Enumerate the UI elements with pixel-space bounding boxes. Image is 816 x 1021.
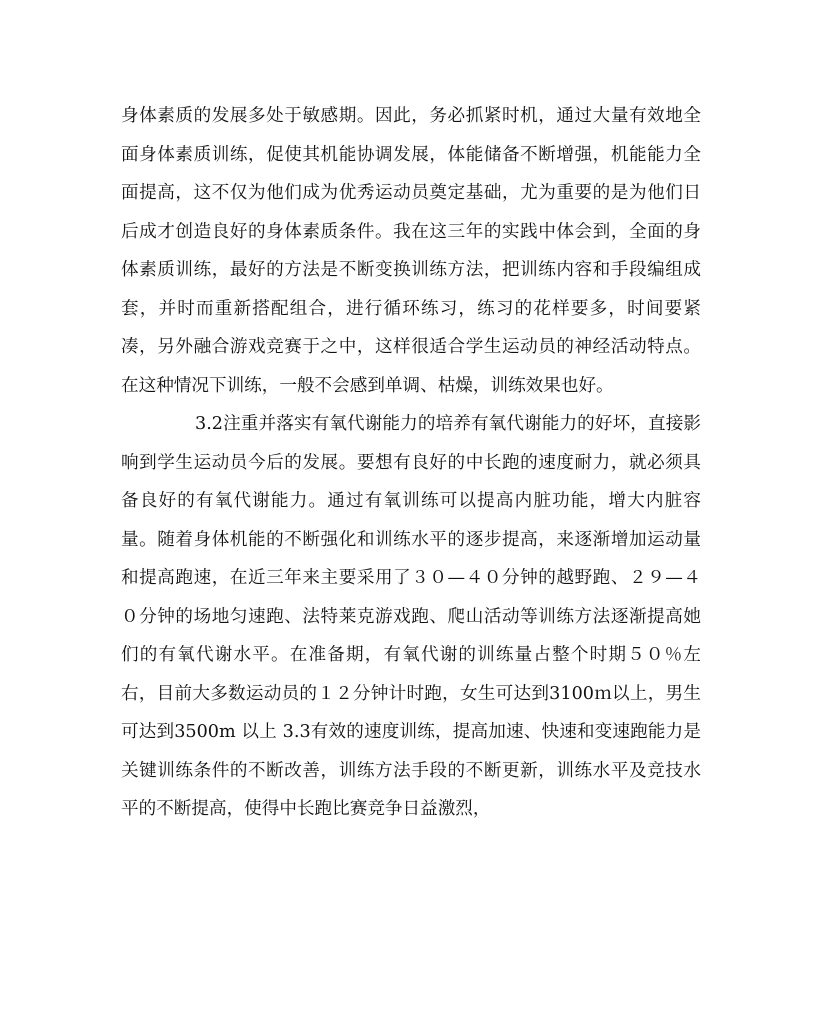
paragraph-aerobic-capacity: 3.2注重并落实有氧代谢能力的培养有氧代谢能力的好坏，直接影响到学生运动员今后的发展。要想有良好的中长跑的速度耐力，就必须具备良好的有氧代谢能力。通过有氧训练可以提高内脏功能，增大内脏容量。随着身体机能的不断强化和训练水平的逐步提高，来逐渐增加运动量和提高跑速，在近三年来主要采用了３０—４０分钟的越野跑、２９—４０分钟的场地匀速跑、法特莱克游戏跑、爬山活动等训练方法逐渐提高她们的有氧代谢水平。在准备期，有氧代谢的训练量占整个时期５０％左右，目前大多数运动员的１２分钟计时跑，女生可达到3100ｍ以上，男生可达到3500m 以上 3.3有效的速度训练，提高加速、快速和变速跑能力是关键训练条件的不断改善，训练方法手段的不断更新，训练水平及竞技水平的不断提高，使得中长跑比赛竞争日益激烈， — [121, 414, 701, 819]
body-text — [121, 97, 701, 829]
paragraph-physical-quality-training: 身体素质的发展多处于敏感期。因此，务必抓紧时机，通过大量有效地全面身体素质训练，促使其机能协调发展，体能储备不断增强，机能能力全面提高，这不仅为他们成为优秀运动员奠定基础，尤为重要的是为他们日后成才创造良好的身体素质条件。我在这三年的实践中体会到，全面的身体素质训练，最好的方法是不断变换训练方法，把训练内容和手段编组成套，并时而重新搭配组合，进行循环练习，练习的花样要多，时间要紧凑，另外融合游戏竞赛于之中，这样很适合学生运动员的神经活动特点。在这种情况下训练，一般不会感到单调、枯燥，训练效果也好。 — [121, 106, 701, 396]
